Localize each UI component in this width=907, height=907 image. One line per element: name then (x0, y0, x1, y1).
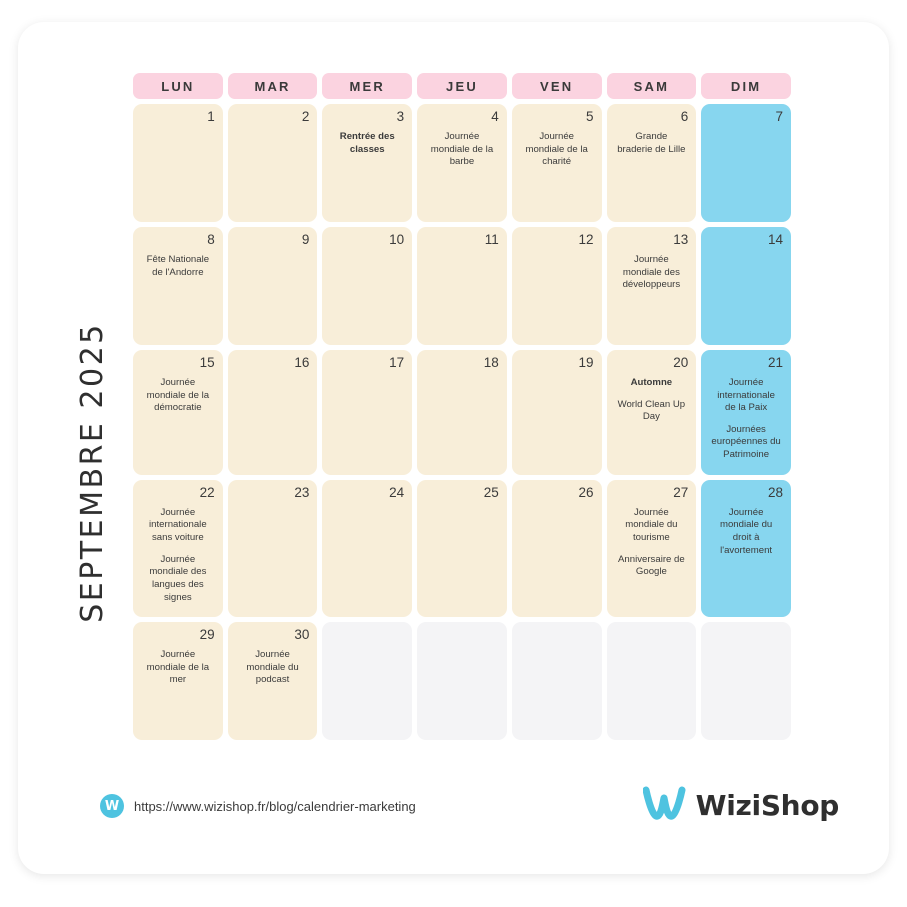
day-event: Journée internationale sans voiture (149, 506, 207, 543)
day-number: 13 (673, 232, 689, 247)
day-number: 4 (491, 109, 499, 124)
calendar-day-cell[interactable] (322, 227, 412, 345)
calendar-table (128, 68, 796, 745)
calendar-day-cell[interactable] (133, 104, 223, 222)
weekday-header-lun: LUN (133, 73, 223, 99)
calendar-day-cell[interactable] (701, 350, 791, 475)
day-event: Journée mondiale de la mer (146, 649, 210, 686)
wizishop-logo-icon (643, 784, 687, 826)
day-number: 10 (389, 232, 405, 247)
calendar-day-cell[interactable] (417, 227, 507, 345)
calendar-cell-empty (512, 622, 602, 740)
calendar-day-cell[interactable] (607, 480, 697, 617)
day-number: 2 (301, 109, 310, 124)
day-event: World Clean Up Day (617, 398, 686, 423)
weekday-header (133, 73, 791, 99)
calendar-day-cell[interactable] (228, 622, 318, 740)
weekday-header-jeu: JEU (417, 73, 507, 99)
day-number: 26 (578, 484, 594, 500)
day-events (141, 377, 215, 415)
footer-link[interactable] (100, 794, 416, 818)
weekday-header-mer: MER (322, 73, 412, 99)
day-event: Grande braderie de Lille (617, 130, 686, 155)
day-event: Journée mondiale de la charité (525, 130, 588, 168)
weekday-header-sam: SAM (607, 73, 697, 99)
calendar-day-cell[interactable] (322, 350, 412, 475)
calendar-cell-empty (322, 622, 412, 740)
calendar-day-cell[interactable] (417, 480, 507, 617)
day-event: Journée mondiale du tourisme (625, 506, 678, 543)
footer-url-text: https://www.wizishop.fr/blog/calendrier-marketing (134, 798, 416, 814)
day-number: 22 (199, 484, 215, 500)
day-events (141, 649, 215, 687)
calendar-day-cell[interactable] (512, 104, 602, 222)
day-number: 6 (680, 109, 689, 124)
day-number: 23 (294, 484, 310, 500)
day-event: Anniversaire de Google (618, 553, 685, 578)
calendar-header-row (133, 73, 791, 99)
day-event: Journée mondiale de la barbe (430, 130, 494, 168)
calendar-day-cell[interactable] (701, 227, 791, 345)
day-number: 7 (775, 109, 783, 124)
day-number: 1 (207, 109, 215, 124)
calendar-day-cell[interactable] (607, 104, 697, 222)
calendar-week-row (133, 104, 791, 222)
calendar-week-row (133, 350, 791, 475)
day-events (141, 254, 215, 279)
day-number: 8 (207, 232, 215, 247)
day-event: Journée mondiale du podcast (246, 649, 299, 686)
calendar-day-cell[interactable] (322, 480, 412, 617)
calendar-cell-empty (607, 622, 697, 740)
calendar-day-cell[interactable] (607, 227, 697, 345)
day-events (425, 131, 499, 169)
day-number: 17 (389, 355, 405, 370)
calendar-week-row (133, 227, 791, 345)
month-title-text: SEPTEMBRE 2025 (74, 321, 110, 623)
day-number: 12 (578, 232, 594, 247)
calendar-day-cell[interactable] (417, 104, 507, 222)
brand-logo (643, 784, 839, 826)
day-number: 20 (673, 355, 689, 370)
day-event: Journée mondiale des langues des signes (149, 553, 207, 603)
day-event: Journée mondiale des développeurs (622, 253, 681, 291)
day-event: Journées européennes du Patrimoine (711, 423, 781, 461)
day-number: 27 (673, 484, 689, 500)
day-number: 21 (767, 355, 783, 370)
wizishop-badge-icon (100, 794, 124, 818)
day-events (615, 131, 689, 156)
day-events (615, 254, 689, 292)
day-number: 30 (294, 627, 310, 643)
day-number: 29 (199, 627, 215, 643)
day-event: Fête Nationale de l'Andorre (146, 253, 210, 278)
day-events (709, 377, 783, 462)
day-number: 3 (396, 109, 405, 124)
calendar-cell-empty (701, 622, 791, 740)
calendar-day-cell[interactable] (228, 480, 318, 617)
day-event: Rentrée des classes (339, 130, 395, 155)
calendar-week-row (133, 480, 791, 617)
day-event: Journée mondiale de la démocratie (146, 376, 210, 414)
day-number: 9 (301, 232, 310, 247)
day-event: Journée internationale de la Paix (717, 376, 775, 414)
day-number: 15 (199, 355, 215, 370)
day-number: 18 (483, 355, 499, 370)
weekday-header-ven: VEN (512, 73, 602, 99)
day-number: 16 (294, 355, 310, 370)
calendar-day-cell[interactable] (417, 350, 507, 475)
day-events (141, 507, 215, 605)
day-number: 25 (483, 484, 499, 500)
day-events (520, 131, 594, 169)
calendar-week-row (133, 622, 791, 740)
calendar-day-cell[interactable] (701, 104, 791, 222)
calendar-body (133, 104, 791, 740)
day-events (615, 507, 689, 579)
calendar-day-cell[interactable] (607, 350, 697, 475)
calendar-day-cell[interactable] (701, 480, 791, 617)
calendar-day-cell[interactable] (133, 227, 223, 345)
day-events (709, 507, 783, 558)
day-number: 19 (578, 355, 594, 370)
day-number: 28 (767, 484, 783, 500)
brand-name-text: WiziShop (695, 788, 839, 822)
day-number: 5 (586, 109, 594, 124)
calendar-grid (128, 68, 796, 745)
day-event: Automne (630, 376, 673, 388)
wizishop-badge-letter: W (104, 798, 120, 814)
day-events (330, 131, 404, 156)
day-events (615, 377, 689, 424)
weekday-header-dim: DIM (701, 73, 791, 99)
calendar-day-cell[interactable] (133, 480, 223, 617)
day-number: 24 (389, 484, 405, 500)
day-number: 14 (767, 232, 783, 247)
calendar-day-cell[interactable] (228, 104, 318, 222)
calendar-day-cell[interactable] (322, 104, 412, 222)
calendar-day-cell[interactable] (228, 227, 318, 345)
month-title (70, 262, 114, 682)
calendar-day-cell[interactable] (228, 350, 318, 475)
calendar-day-cell[interactable] (133, 350, 223, 475)
calendar-footer (18, 782, 889, 872)
calendar-day-cell[interactable] (133, 622, 223, 740)
calendar-day-cell[interactable] (512, 480, 602, 617)
calendar-card (18, 22, 889, 874)
day-event: Journée mondiale du droit à l'avortement (719, 506, 773, 556)
calendar-day-cell[interactable] (512, 350, 602, 475)
calendar-cell-empty (417, 622, 507, 740)
calendar-day-cell[interactable] (512, 227, 602, 345)
weekday-header-mar: MAR (228, 73, 318, 99)
day-number: 11 (484, 232, 499, 247)
day-events (236, 649, 310, 687)
